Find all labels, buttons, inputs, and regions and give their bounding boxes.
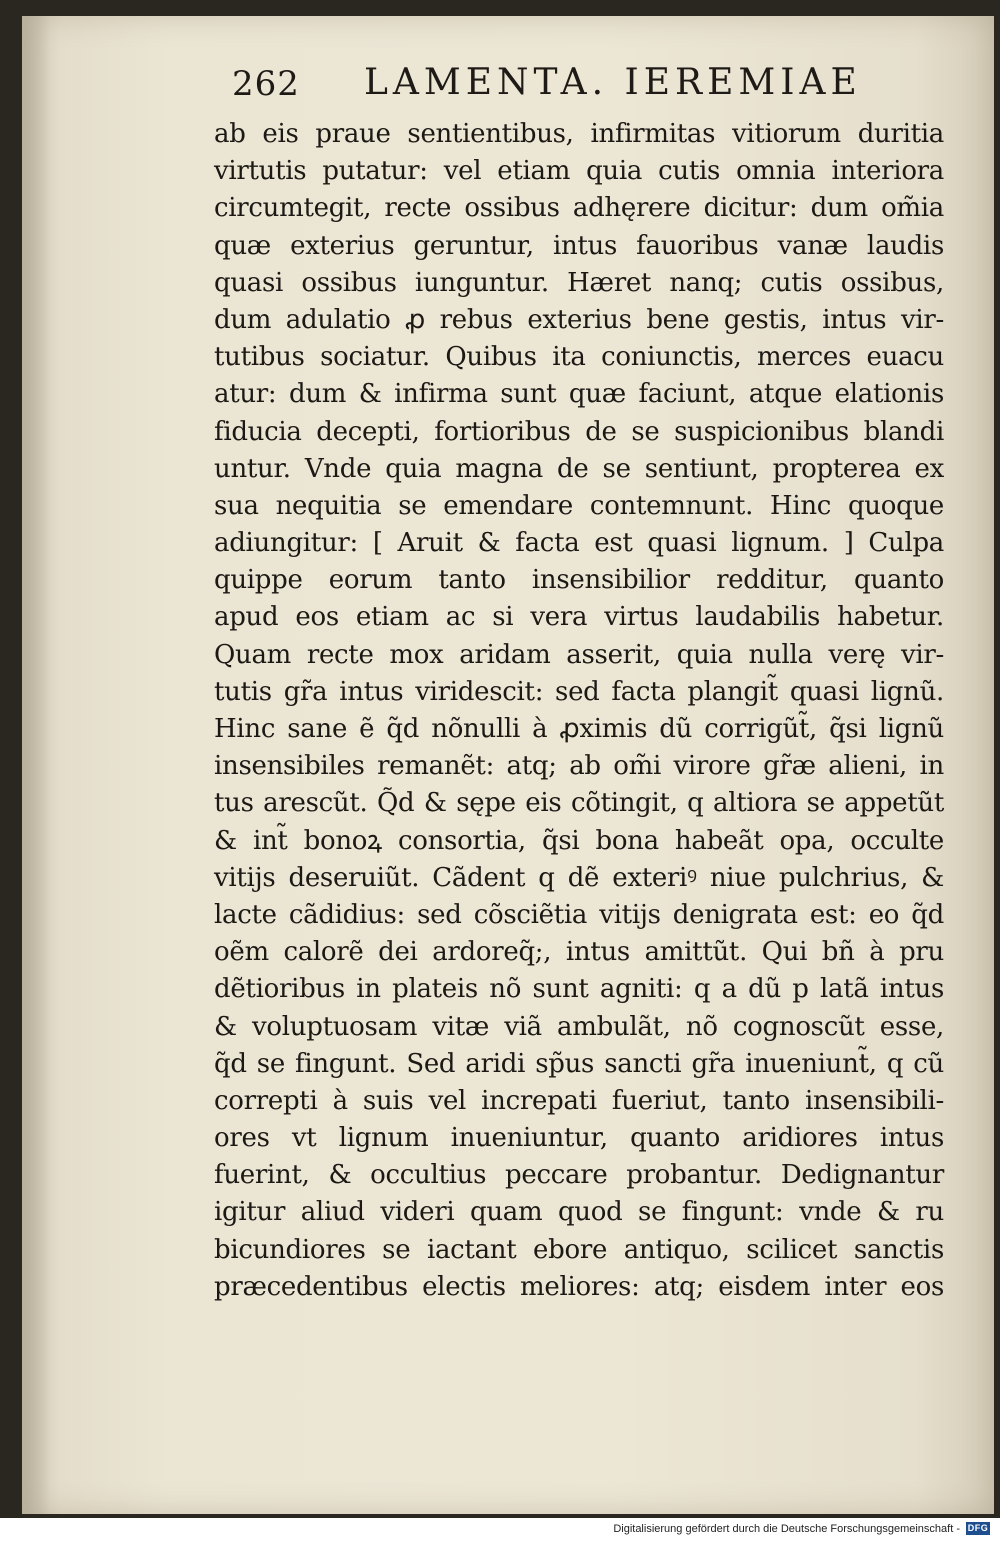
text-line: tus arescũt. Q̃d & sępe eis cõtingit, q altiora se appetũt (214, 788, 944, 819)
text-line: dum adulatio ꝓ rebus exterius bene gestis, intus vir- (214, 304, 944, 335)
text-line: atur: dum & infirma sunt quæ faciunt, atque elationis (214, 379, 944, 410)
text-line: untur. Vnde quia magna de se sentiunt, propterea ex (214, 453, 944, 484)
text-line: circumtegit, recte ossibus adhęrere dicitur: dum om̃ia (214, 193, 944, 224)
book-page (22, 16, 994, 1514)
text-line: correpti à suis vel increpati fueriut, tanto insensibili- (214, 1085, 944, 1116)
page-number: 262 (232, 64, 300, 104)
text-line: apud eos etiam ac si vera virtus laudabilis habetur. (214, 602, 944, 633)
text-line: q̃d se fingunt. Sed aridi sp̃us sancti gr̃a inueniunt̃, q cũ (214, 1048, 944, 1079)
text-line: & voluptuosam vitæ viã ambulãt, nõ cognoscũt esse, (214, 1011, 944, 1042)
text-block (214, 116, 944, 1306)
text-line: tutis gr̃a intus viridescit: sed facta plangit̃ quasi lignũ. (214, 676, 944, 707)
text-line: oẽm calorẽ dei ardoreq̃;, intus amittũt. Qui bñ à pru (214, 937, 944, 968)
text-line: dẽtioribus in plateis nõ sunt agniti: q a dũ p latã intus (214, 974, 944, 1005)
footer-bar (0, 1518, 1000, 1541)
text-line: lacte cãdidius: sed cõsciẽtia vitijs denigrata est: eo q̃d (214, 899, 944, 930)
running-head (212, 60, 872, 108)
text-line: quippe eorum tanto insensibilior redditur, quanto (214, 565, 944, 596)
text-line: præcedentibus electis meliores: atq; eisdem inter eos (214, 1271, 944, 1302)
text-line: tutibus sociatur. Quibus ita coniunctis, merces euacu (214, 342, 944, 373)
text-line: adiungitur: [ Aruit & facta est quasi lignum. ] Culpa (214, 528, 944, 559)
text-line: quæ exterius geruntur, intus fauoribus vanæ laudis (214, 230, 944, 261)
running-title: LAMENTA. IEREMIAE (364, 62, 862, 103)
text-line: fuerint, & occultius peccare probantur. Dedignantur (214, 1160, 944, 1191)
text-line: Hinc sane ẽ q̃d nõnulli à ꝓximis dũ corrigũt̃, q̃si lignũ (214, 714, 944, 744)
text-line: & int̃ bonoꝝ consortia, q̃si bona habeãt opa, occulte (214, 825, 944, 856)
text-line: vitijs deseruiũt. Cãdent q dẽ exteriꝰ niue pulchrius, & (214, 862, 944, 893)
text-line: fiducia decepti, fortioribus de se suspicionibus blandi (214, 416, 944, 447)
text-line: insensibiles remanẽt: atq; ab om̃i virore gr̃æ alieni, in (214, 751, 944, 782)
text-line: Quam recte mox aridam asserit, quia nulla verę vir- (214, 639, 944, 670)
text-line: virtutis putatur: vel etiam quia cutis omnia interiora (214, 156, 944, 187)
funding-credit: Digitalisierung gefördert durch die Deutsche Forschungsgemeinschaft - (613, 1523, 960, 1535)
text-line: quasi ossibus iunguntur. Hæret nanq; cutis ossibus, (214, 267, 944, 298)
text-line: ab eis praue sentientibus, infirmitas vitiorum duritia (214, 119, 944, 149)
dfg-logo: DFG (967, 1523, 989, 1533)
page-gutter-shadow (22, 16, 50, 1514)
text-line: igitur aliud videri quam quod se fingunt: vnde & ru (214, 1197, 944, 1228)
text-line: bicundiores se iactant ebore antiquo, scilicet sanctis (214, 1234, 944, 1265)
text-line: sua nequitia se emendare contemnunt. Hinc quoque (214, 490, 944, 521)
text-line: ores vt lignum inueniuntur, quanto aridiores intus (214, 1123, 944, 1154)
